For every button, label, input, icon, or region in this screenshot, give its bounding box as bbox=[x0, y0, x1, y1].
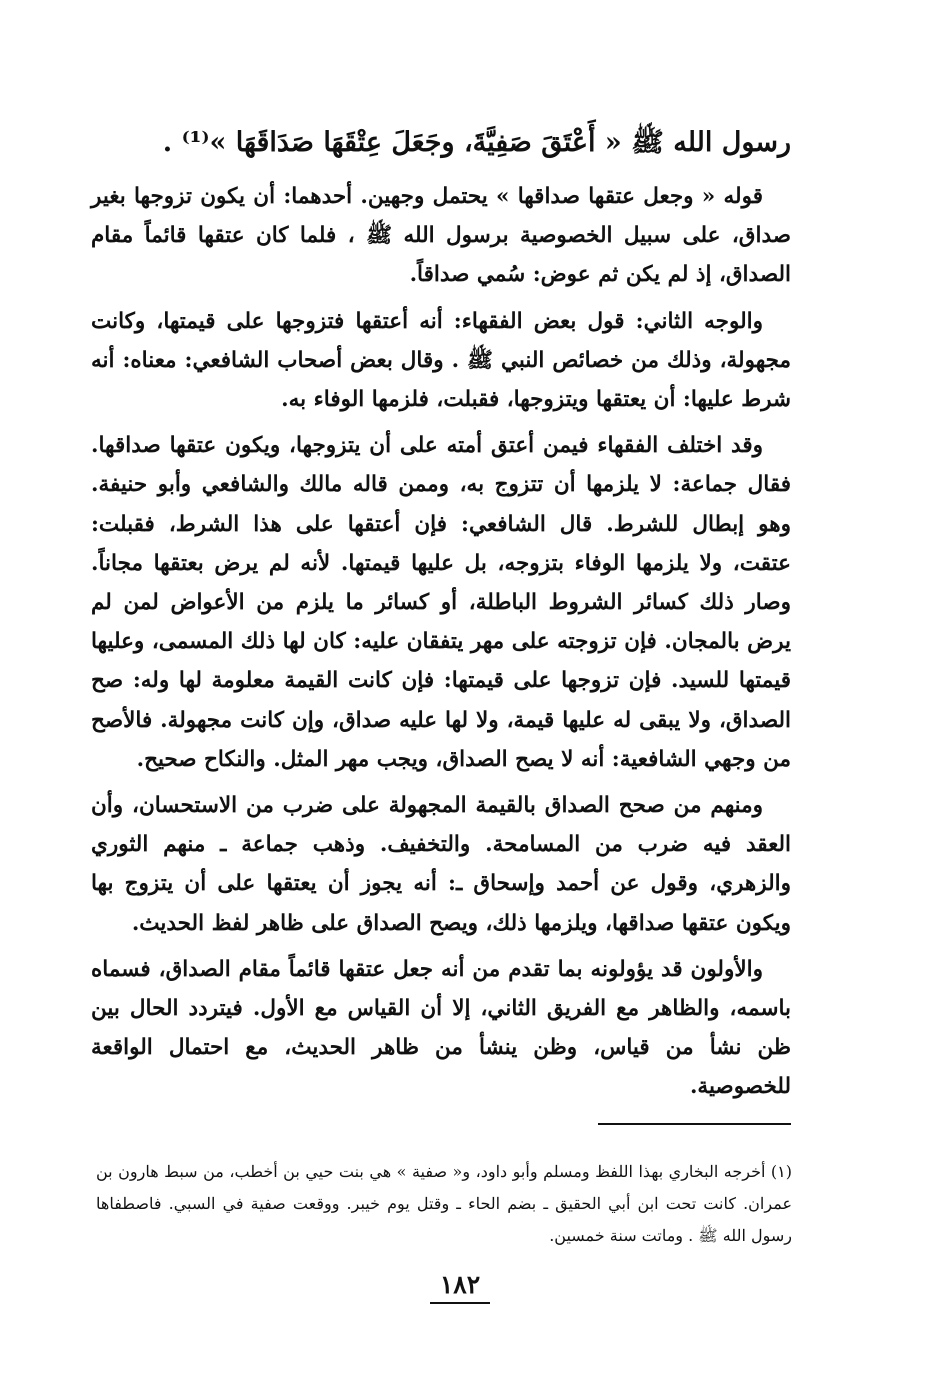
opening-hadith-line: رسول الله ﷺ « أَعْتَقَ صَفِيَّةَ، وجَعَلَ عِتْقَهَا صَدَاقَهَا »⁽¹⁾ . bbox=[162, 127, 791, 158]
page-number: ١٨٢ bbox=[439, 1270, 481, 1299]
footnote-divider bbox=[598, 1123, 791, 1125]
paragraph-3: وقد اختلف الفقهاء فيمن أعتق أمته على أن يتزوجها، ويكون عتقها صداقها. فقال جماعة: لا يلزمها أن تتزوج به، وممن قاله مالك والشافعي وأبو حنيفة. وهو إبطال للشرط. قال الشافعي: فإن أعتقها على هذا الشرط، فقبلت: عتقت، ولا يلزمها الوفاء بتزوجه، بل عليها قيمتها. لأنه لم يرض بعتقها مجاناً. وصار ذلك كسائر الشروط الباطلة، أو كسائر ما يلزم من الأعواض لمن لم يرض بالمجان. فإن تزوجته على مهر يتفقان عليه: كان لها ذلك المسمى، وعليها قيمتها للسيد. فإن تزوجها على قيمتها: فإن كانت القيمة معلومة لها وله: صح الصداق، ولا يبقى له عليها قيمة، ولا لها عليه صداق، وإن كانت مجهولة. فالأصح من وجهي الشافعية: أنه لا يصح الصداق، ويجب مهر المثل. والنكاح صحيح. bbox=[91, 433, 791, 772]
main-text bbox=[91, 115, 791, 1107]
paragraph-2: والوجه الثاني: قول بعض الفقهاء: أنه أعتقها فتزوجها على قيمتها، وكانت مجهولة، وذلك من خصائص النبي ﷺ . وقال بعض أصحاب الشافعي: معناه: أنه شرط عليها: أن يعتقها ويتزوجها، فقبلت، فلزمها الوفاء به. bbox=[91, 308, 791, 413]
paragraph-4: ومنهم من صحح الصداق بالقيمة المجهولة على ضرب من الاستحسان، وأن العقد فيه ضرب من المسامحة. والتخفيف. وذهب جماعة ـ منهم الثوري والزهري، وقول عن أحمد وإسحاق ـ: أنه يجوز أن يعتقها على أن يتزوج بها ويكون عتقها صداقها، ويلزمها ذلك، ويصح الصداق على ظاهر لفظ الحديث. bbox=[91, 793, 791, 936]
paragraph-5: والأولون قد يؤولونه بما تقدم من أنه جعل عتقها قائماً مقام الصداق، فسماه باسمه، والظاهر مع الفريق الثاني، إلا أن القياس مع الأول. فيتردد الحال بين ظن نشأ من قياس، وظن ينشأ من ظاهر الحديث، مع احتمال الواقعة للخصوصية. bbox=[91, 956, 791, 1100]
paragraph-1: قوله « وجعل عتقها صداقها » يحتمل وجهين. أحدهما: أن يكون تزوجها بغير صداق، على سبيل الخصوصية برسول الله ﷺ ، فلما كان عتقها قائماً مقام الصداق، إذ لم يكن ثم عوض: سُمي صداقاً. bbox=[91, 184, 791, 288]
page-number-underline bbox=[430, 1302, 490, 1304]
footnote: (١) أخرجه البخاري بهذا اللفظ ومسلم وأبو داود، و« صفية » هي بنت حيي بن أخطب، من سبط هارون بن عمران. كانت تحت ابن أبي الحقيق ـ بضم الحاء ـ وقتل يوم خيبر. ووقعت صفية في السبي. فاصطفاها رسول الله ﷺ . وماتت سنة خمسين. bbox=[96, 1162, 792, 1245]
